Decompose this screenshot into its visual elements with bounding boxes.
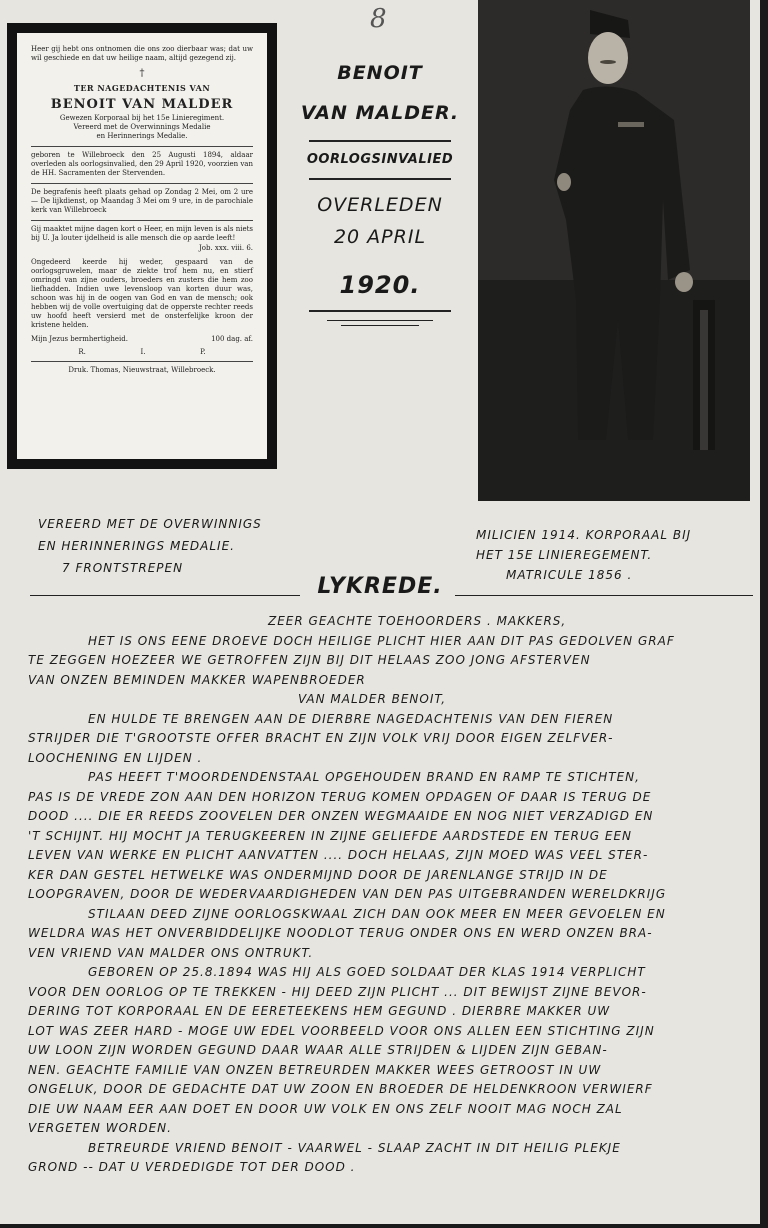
service-note (476, 525, 691, 585)
service-line: MATRICULE 1856 . (506, 568, 633, 582)
speech-line: STRIJDER DIE T'GROOTSTE OFFER BRACHT EN ZIJN VOLK VRIJ DOOR EIGEN ZELFVER- (28, 731, 614, 745)
card-heading: TER NAGEDACHTENIS VAN (73, 83, 211, 93)
card-burial: De begrafenis heeft plaats gehad op Zondag 2 Mei, om 2 ure — De lijkdienst, op Maandag 3 Mei om 9 ure, in de parochiale kerk van Willebroeck (31, 188, 253, 214)
title-block (285, 60, 475, 330)
speech-line: KER DAN GESTEL HETWELKE WAS ONDERMIJND DOOR DE JARENLANGE STRIJD IN DE (28, 867, 608, 882)
speech-line: VAN MALDER BENOIT, (298, 692, 447, 706)
memorial-card-body (17, 33, 267, 459)
card-rip-letter: R. (78, 348, 86, 356)
card-honour-1: Vereerd met de Overwinnings Medalie (73, 123, 211, 131)
card-honour-2: en Herinnerings Medalie. (96, 132, 188, 140)
speech-line: DERING TOT KORPORAAL EN DE EERETEEKENS HEM GEGUND . DIERBRE MAKKER UW (28, 1004, 611, 1018)
card-rip-letter: I. (140, 348, 146, 356)
speech-line: LOT WAS ZEER HARD - MOGE UW EDEL VOORBEELD VOOR ONS ALLEN EEN STICHTING ZIJN (28, 1023, 655, 1038)
speech-line: NEN. GEACHTE FAMILIE VAN ONZEN BETREURDEN MAKKER WEES GETROOST IN UW (28, 1062, 602, 1077)
card-rank: Gewezen Korporaal bij het 15e Linieregiment. (59, 114, 225, 122)
speech-line: ZEER GEACHTE TOEHOORDERS . MAKKERS, (268, 614, 567, 628)
honours-note (38, 513, 262, 579)
speech-line: GROND -- DAT U VERDEDIGDE TOT DER DOOD . (28, 1160, 356, 1174)
title-first-name: BENOIT (337, 62, 423, 84)
service-line: MILICIEN 1914. KORPORAAL BIJ (476, 528, 692, 542)
speech-line: WELDRA WAS HET ONVERBIDDELIJKE NOODLOT TERUG ONDER ONS EN WERD ONZEN BRA- (28, 926, 653, 940)
card-prayer: Heer gij hebt ons ontnomen die ons zoo dierbaar was; dat uw wil geschiede en dat uw heilige naam, altijd gezegend zij. (31, 45, 253, 62)
speech-line: GEBOREN OP 25.8.1894 WAS HIJ ALS GOED SOLDAAT DER KLAS 1914 VERPLICHT (88, 965, 646, 979)
title-rule (327, 320, 433, 321)
cross-icon: † (139, 68, 145, 79)
speech-title: LYKREDE. (317, 574, 443, 599)
card-indulgence-days: 100 dag. af. (211, 335, 253, 343)
title-rule (309, 178, 451, 180)
card-divider (31, 183, 253, 184)
speech-line: VAN ONZEN BEMINDEN MAKKER WAPENBROEDER (28, 672, 366, 687)
service-line: HET 15E LINIEREGEMENT. (476, 548, 653, 562)
card-eulogy: Ongedeerd keerde hij weder, gespaard van de oorlogsgruwelen, maar de ziekte trof hem nu, en stierf omringd van zijne ouders, broeders en zusters die hem zoo liefhadden. Indien uwe levensloop van korten duur was, schoon was hij in de oogen van God en van de mensch; ook hebben wij de volle overtuiging dat de opperste rechter reeds uw hoofd heeft versierd met de onsterfelijke kroon der kristene helden. (31, 258, 253, 329)
speech-line: LOOPGRAVEN, DOOR DE WEDERVAARDIGHEDEN VAN DEN PAS UITGEBRANDEN WERELDKRIJG (28, 887, 667, 901)
card-divider (31, 220, 253, 221)
soldier-photograph (478, 0, 750, 501)
speech-line: VERGETEN WORDEN. (28, 1121, 172, 1135)
speech-line: PAS HEEFT T'MOORDENDENSTAAL OPGEHOUDEN BRAND EN RAMP TE STICHTEN, (88, 770, 640, 784)
card-indulgence (31, 335, 253, 344)
card-divider (31, 361, 253, 362)
page-number: 8 (370, 4, 387, 34)
title-rule (341, 325, 419, 326)
title-died-date: 20 APRIL (333, 226, 427, 248)
card-verse: Gij maaktet mijne dagen kort o Heer, en mijn leven is als niets bij U. Ja louter ijdelheid is alle mensch die op aarde leeft! (31, 225, 253, 242)
speech-line: PAS IS DE VREDE ZON AAN DEN HORIZON TERUG KOMEN OPDAGEN OF DAAR IS TERUG DE (28, 789, 652, 804)
speech-heading-rule (455, 595, 753, 596)
memorial-card (7, 23, 277, 469)
title-rule (309, 140, 451, 142)
speech-line: 'T SCHIJNT. HIJ MOCHT JA TERUGKEEREN IN ZIJNE GELIEFDE AARDSTEDE EN TERUG EEN (28, 828, 633, 843)
title-rule (309, 310, 451, 312)
funeral-speech (28, 612, 758, 1178)
card-indulgence-text: Mijn Jezus bermhertigheid. (31, 335, 129, 343)
speech-heading-rule (30, 595, 300, 596)
speech-line: VEN VRIEND VAN MALDER ONS ONTRUKT. (28, 945, 314, 960)
soldier-portrait-image (478, 0, 750, 501)
card-rip-letter: P. (200, 348, 206, 356)
speech-line: UW LOON ZIJN WORDEN GEGUND DAAR WAAR ALLE STRIJDEN & LIJDEN ZIJN GEBAN- (28, 1043, 608, 1057)
speech-line: LOOCHENING EN LIJDEN . (28, 750, 203, 765)
card-life-dates: geboren te Willebroeck den 25 Augusti 1894, aldaar overleden als oorlogsinvalied, den 29 April 1920, voorzien van de HH. Sacramenten der Stervenden. (31, 151, 253, 177)
card-rip (31, 348, 253, 357)
card-divider (31, 146, 253, 147)
speech-line: HET IS ONS EENE DROEVE DOCH HEILIGE PLICHT HIER AAN DIT PAS GEDOLVEN GRAF (88, 633, 675, 648)
card-deceased-name: BENOIT VAN MALDER (50, 97, 234, 112)
speech-line: VOOR DEN OORLOG OP TE TREKKEN - HIJ DEED ZIJN PLICHT ... DIT BEWIJST ZIJNE BEVOR- (28, 984, 647, 999)
title-last-name: VAN MALDER. (300, 102, 460, 124)
title-status: OORLOGSINVALIED (306, 152, 454, 167)
speech-line: DOOD .... DIE ER REEDS ZOOVELEN DER ONZEN WEGMAAIDE EN NOG NIET VERZADIGD EN (28, 809, 654, 823)
honours-line: VEREERD MET DE OVERWINNIGS (38, 517, 262, 531)
speech-line: LEVEN VAN WERKE EN PLICHT AANVATTEN .... DOCH HELAAS, ZIJN MOED WAS VEEL STER- (28, 848, 649, 862)
honours-line: 7 FRONTSTREPEN (62, 561, 184, 575)
honours-line: EN HERINNERINGS MEDALIE. (38, 539, 235, 553)
card-printer: Druk. Thomas, Nieuwstraat, Willebroeck. (68, 366, 216, 374)
speech-line: ONGELUK, DOOR DE GEDACHTE DAT UW ZOON EN BROEDER DE HELDENKROON VERWIERF (28, 1082, 653, 1096)
speech-line: BETREURDE VRIEND BENOIT - VAARWEL - SLAAP ZACHT IN DIT HEILIG PLEKJE (88, 1140, 621, 1155)
speech-line: DIE UW NAAM EER AAN DOET EN DOOR UW VOLK EN ONS ZELF NOOIT MAG NOCH ZAL (28, 1101, 623, 1116)
title-died-year: 1920. (339, 271, 421, 299)
speech-line: EN HULDE TE BRENGEN AAN DE DIERBRE NAGEDACHTENIS VAN DEN FIEREN (88, 711, 614, 726)
card-verse-reference: Job. xxx. viii. 6. (198, 244, 253, 252)
title-died-label: OVERLEDEN (317, 194, 443, 216)
speech-line: STILAAN DEED ZIJNE OORLOGSKWAAL ZICH DAN OOK MEER EN MEER GEVOELEN EN (88, 906, 666, 921)
speech-line: TE ZEGGEN HOEZEER WE GETROFFEN ZIJN BIJ DIT HELAAS ZOO JONG AFSTERVEN (28, 653, 591, 667)
